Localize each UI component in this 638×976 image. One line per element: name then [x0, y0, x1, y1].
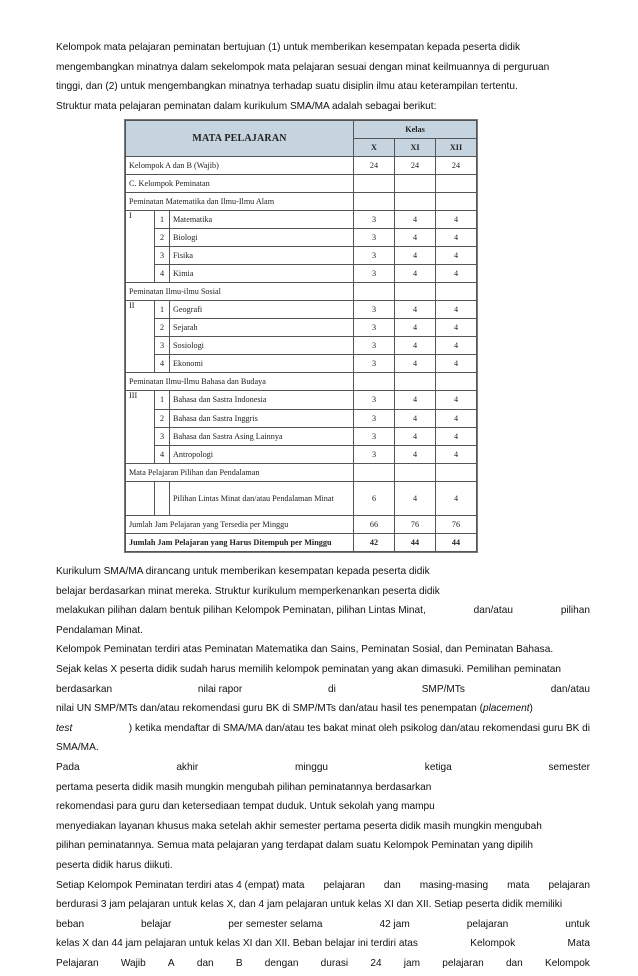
subject-no: 2 — [155, 319, 170, 337]
subject-no: 1 — [155, 301, 170, 319]
group-roman: I — [126, 211, 155, 283]
line-segment: pelajaran — [466, 918, 509, 930]
cell-xii: 4 — [436, 265, 477, 283]
line-segment: A — [167, 957, 175, 969]
line-segment: per semester selama — [228, 918, 323, 930]
cell-x: 3 — [354, 265, 395, 283]
table-row — [126, 229, 477, 247]
paragraph1-line — [56, 601, 590, 621]
total-row — [126, 533, 477, 551]
paragraph3-line: menyediakan layanan khusus maka setelah akhir semester pertama peserta didik masih mungkin mengubah — [56, 820, 542, 832]
cell-xi: 24 — [395, 157, 436, 175]
total-row — [126, 515, 477, 533]
cell-xii: 4 — [436, 247, 477, 265]
paragraph2-line — [56, 719, 590, 739]
cell-xii: 4 — [436, 211, 477, 229]
cell-xii: 76 — [436, 515, 477, 533]
line-segment: ketiga — [424, 761, 452, 773]
cell-x: 42 — [354, 533, 395, 551]
line-segment: test — [56, 722, 73, 734]
cell-x: 6 — [354, 481, 395, 515]
subject-no: 3 — [155, 427, 170, 445]
cell-xii: 4 — [436, 319, 477, 337]
cell-x: 3 — [354, 427, 395, 445]
header-kelas-x: X — [354, 139, 395, 157]
paragraph3-line: peserta didik harus diikuti. — [56, 859, 173, 871]
cell-xii: 4 — [436, 337, 477, 355]
group-title-row — [126, 463, 477, 481]
cell-xi: 4 — [395, 229, 436, 247]
cell-x: 3 — [354, 211, 395, 229]
group-roman: II — [126, 301, 155, 373]
cell-xi: 4 — [395, 247, 436, 265]
table-row — [126, 211, 477, 229]
table-row — [126, 355, 477, 373]
line-segment: ) ketika mendaftar di SMA/MA dan/atau tes bakat minat oleh psikolog dan/atau rekomendasi guru BK di — [128, 722, 590, 734]
subject-no: 4 — [155, 355, 170, 373]
cell-x: 3 — [354, 409, 395, 427]
line-segment: durasi — [320, 957, 349, 969]
intro-line: mengembangkan minatnya dalam sekelompok mata pelajaran sesuai dengan minat keilmuannya di perguruan — [56, 61, 550, 73]
line-segment: melakukan pilihan dalam bentuk pilihan Kelompok Peminatan, pilihan Lintas Minat, — [56, 605, 426, 617]
subject-name: Bahasa dan Sastra Indonesia — [170, 391, 354, 409]
paragraph4-line — [56, 954, 590, 974]
cell-x: 3 — [354, 229, 395, 247]
table-row — [126, 445, 477, 463]
paragraph4-line — [56, 934, 590, 954]
table-header-row — [126, 121, 477, 139]
paragraph2-line: Kelompok Peminatan terdiri atas Peminatan Matematika dan Sains, Peminatan Sosial, dan Peminatan Bahasa. — [56, 644, 554, 656]
line-segment: belajar — [141, 918, 172, 930]
cell-xii: 4 — [436, 391, 477, 409]
cell-xii: 4 — [436, 427, 477, 445]
cell-xii: 4 — [436, 301, 477, 319]
line-segment: pelajaran — [442, 957, 484, 969]
table-row — [126, 481, 477, 515]
table-row — [126, 247, 477, 265]
line-segment: kelas X dan 44 jam pelajaran untuk kelas XI dan XII. Beban belajar ini terdiri atas — [56, 938, 418, 950]
line-segment: pelajaran — [548, 879, 590, 891]
line-segment: B — [235, 957, 243, 969]
ditempuh-label: Jumlah Jam Pelajaran yang Harus Ditempuh per Minggu — [126, 533, 354, 551]
header-kelas-xi: XI — [395, 139, 436, 157]
paragraph1-line: belajar berdasarkan minat mereka. Struktur kurikulum memperkenankan peserta didik — [56, 585, 440, 597]
paragraph3-line: pertama peserta didik masih mungkin mengubah pilihan peminatannya berdasarkan — [56, 781, 432, 793]
cell-xi: 4 — [395, 211, 436, 229]
group-title: Peminatan Ilmu-Ilmu Bahasa dan Budaya — [126, 373, 354, 391]
subject-no: 4 — [155, 445, 170, 463]
subject-no: 3 — [155, 337, 170, 355]
line-segment: masing-masing — [419, 879, 489, 891]
intro-line: Struktur mata pelajaran peminatan dalam kurikulum SMA/MA adalah sebagai berikut: — [56, 100, 437, 112]
line-segment: placement — [482, 703, 530, 715]
line-segment: Pelajaran — [56, 957, 99, 969]
table-row — [126, 427, 477, 445]
subject-name: Matematika — [170, 211, 354, 229]
body-text — [56, 562, 590, 973]
line-segment: SMP/MTs — [421, 683, 465, 695]
line-segment: mata — [507, 879, 530, 891]
cell-xi: 4 — [395, 391, 436, 409]
subject-name: Sosiologi — [170, 337, 354, 355]
paragraph3-line — [56, 758, 590, 778]
group-title-row — [126, 373, 477, 391]
pilihan-item: Pilihan Lintas Minat dan/atau Pendalaman Minat — [170, 481, 354, 515]
line-segment: 42 jam — [379, 918, 410, 930]
header-kelas: Kelas — [354, 121, 477, 139]
cell-x: 3 — [354, 355, 395, 373]
cell-x: 3 — [354, 445, 395, 463]
paragraph4-line — [56, 915, 590, 935]
paragraph1-line: Kurikulum SMA/MA dirancang untuk memberikan kesempatan kepada peserta didik — [56, 566, 430, 577]
subject-name: Sejarah — [170, 319, 354, 337]
line-segment: jam — [403, 957, 421, 969]
line-segment: beban — [56, 918, 85, 930]
group-title: Peminatan Ilmu-ilmu Sosial — [126, 283, 354, 301]
cell-x: 3 — [354, 319, 395, 337]
line-segment: minggu — [294, 761, 329, 773]
line-segment: akhir — [176, 761, 199, 773]
paragraph4-line: berdurasi 3 jam pelajaran untuk kelas X, dan 4 jam pelajaran untuk kelas XI dan XII. Setiap peserta didik memiliki — [56, 899, 563, 911]
table-row — [126, 391, 477, 409]
cell-xi: 4 — [395, 445, 436, 463]
subject-name: Biologi — [170, 229, 354, 247]
cell-xi: 4 — [395, 481, 436, 515]
paragraph4-line — [56, 876, 590, 896]
subject-name: Geografi — [170, 301, 354, 319]
cell-xi: 44 — [395, 533, 436, 551]
line-segment: dan — [505, 957, 523, 969]
paragraph2-line — [56, 699, 590, 719]
table-row — [126, 319, 477, 337]
header-mata-pelajaran: MATA PELAJARAN — [126, 121, 354, 157]
cell-xii: 4 — [436, 229, 477, 247]
cell-x: 3 — [354, 301, 395, 319]
table-row — [126, 265, 477, 283]
line-segment: dengan — [264, 957, 299, 969]
subject-name: Bahasa dan Sastra Asing Lainnya — [170, 427, 354, 445]
group-roman: III — [126, 391, 155, 463]
tersedia-label: Jumlah Jam Pelajaran yang Tersedia per Minggu — [126, 515, 354, 533]
table-row — [126, 337, 477, 355]
intro-line: Kelompok mata pelajaran peminatan bertujuan (1) untuk memberikan kesempatan kepada peserta didik — [56, 42, 521, 53]
cell-xi: 4 — [395, 301, 436, 319]
subject-no: 1 — [155, 391, 170, 409]
line-segment: semester — [548, 761, 590, 773]
cell-xii: 44 — [436, 533, 477, 551]
cell-xi: 4 — [395, 337, 436, 355]
line-segment: dan/atau — [550, 683, 590, 695]
cell-xi: 4 — [395, 409, 436, 427]
cell-xi: 4 — [395, 319, 436, 337]
cell-xii: 4 — [436, 409, 477, 427]
line-segment: Kelompok — [470, 938, 516, 950]
subject-name: Antropologi — [170, 445, 354, 463]
subject-no: 2 — [155, 229, 170, 247]
table-row — [126, 409, 477, 427]
line-segment: dan — [196, 957, 214, 969]
curriculum-table-figure — [124, 119, 478, 553]
cell-xi: 4 — [395, 427, 436, 445]
line-segment: Setiap Kelompok Peminatan terdiri atas 4 (empat) mata — [56, 879, 305, 891]
cell-x: 24 — [354, 157, 395, 175]
line-segment: Mata — [567, 938, 590, 950]
line-segment: pilihan — [560, 605, 590, 617]
cell-xi: 76 — [395, 515, 436, 533]
line-segment: Wajib — [120, 957, 146, 969]
pilihan-title: Mata Pelajaran Pilihan dan Pendalaman — [126, 463, 354, 481]
group-title-row — [126, 193, 477, 211]
line-segment: dan/atau — [473, 605, 513, 617]
subject-no: 1 — [155, 211, 170, 229]
subject-name: Ekonomi — [170, 355, 354, 373]
intro-line: tinggi, dan (2) untuk mengembangkan minatnya terhadap suatu disiplin ilmu atau keterampilan tertentu. — [56, 81, 518, 93]
subject-no: 2 — [155, 409, 170, 427]
paragraph2-line: SMA/MA. — [56, 742, 99, 754]
wajib-label: Kelompok A dan B (Wajib) — [126, 157, 354, 175]
subject-no: 3 — [155, 247, 170, 265]
cell-x: 3 — [354, 247, 395, 265]
curriculum-table — [125, 120, 477, 552]
line-segment: Kelompok — [544, 957, 590, 969]
cell-xii: 4 — [436, 481, 477, 515]
kelompok-c-label: C. Kelompok Peminatan — [126, 175, 354, 193]
header-kelas-xii: XII — [436, 139, 477, 157]
cell-x: 3 — [354, 391, 395, 409]
paragraph2-line — [56, 680, 590, 700]
paragraph1-line: Pendalaman Minat. — [56, 624, 143, 636]
line-segment: 24 — [370, 957, 382, 969]
cell-xii: 4 — [436, 445, 477, 463]
table-row — [126, 301, 477, 319]
subject-name: Kimia — [170, 265, 354, 283]
group-title: Peminatan Matematika dan Ilmu-Ilmu Alam — [126, 193, 354, 211]
line-segment: untuk — [565, 918, 590, 930]
paragraph3-line: rekomendasi para guru dan ketersediaan tempat duduk. Untuk sekolah yang mampu — [56, 801, 435, 813]
line-segment: ) — [529, 703, 533, 715]
intro-paragraph — [56, 38, 590, 116]
group-title-row — [126, 283, 477, 301]
paragraph3-line: pilihan peminatannya. Semua mata pelajaran yang terdapat dalam suatu Kelompok Peminatan yang dipilih — [56, 840, 533, 852]
paragraph2-line: Sejak kelas X peserta didik sudah harus memilih kelompok peminatan yang akan dimasuki. Pemilihan peminatan — [56, 663, 561, 675]
line-segment: berdasarkan — [56, 683, 113, 695]
cell-xi: 4 — [395, 265, 436, 283]
cell-x: 66 — [354, 515, 395, 533]
cell-x: 3 — [354, 337, 395, 355]
table-row — [126, 157, 477, 175]
subject-no: 4 — [155, 265, 170, 283]
cell-xii: 24 — [436, 157, 477, 175]
cell-xii: 4 — [436, 355, 477, 373]
table-row — [126, 175, 477, 193]
subject-name: Fisika — [170, 247, 354, 265]
line-segment: dan — [383, 879, 401, 891]
subject-name: Bahasa dan Sastra Inggris — [170, 409, 354, 427]
cell-xi: 4 — [395, 355, 436, 373]
line-segment: Pada — [56, 761, 80, 773]
line-segment: pelajaran — [323, 879, 365, 891]
line-segment: nilai UN SMP/MTs dan/atau rekomendasi guru BK di SMP/MTs dan/atau hasil tes penempatan ( — [56, 703, 483, 715]
line-segment: di — [328, 683, 336, 695]
line-segment: nilai rapor — [197, 683, 243, 695]
